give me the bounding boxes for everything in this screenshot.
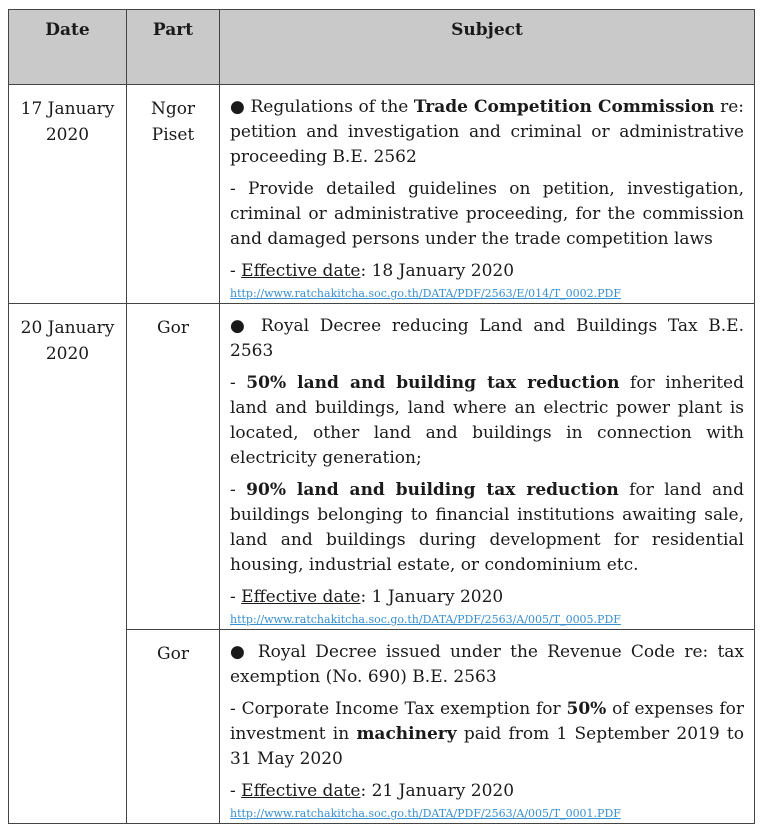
detail-text: of expenses for investment in (230, 699, 744, 744)
effective-prefix: - (230, 781, 242, 801)
effective-value: : 18 January 2020 (360, 261, 515, 281)
header-row (9, 10, 755, 85)
header-date: Date (9, 10, 127, 85)
part-line: Gor (157, 644, 189, 664)
part-line: Piset (151, 125, 195, 145)
detail-text: for inherited land and buildings, land where an electric power plant is located, other land and buildings in connection with electricity generation; (230, 373, 744, 468)
effective-value: : 21 January 2020 (360, 781, 515, 801)
date-line: 20 January (20, 318, 115, 338)
table-row (9, 304, 755, 630)
effective-label: Effective date (241, 587, 361, 607)
detail-text: for land and buildings belonging to financial institutions awaiting sale, land and buildings during development for residential housing, industrial estate, or condominium etc. (230, 480, 745, 575)
detail-text: - (230, 480, 247, 500)
part-cell (127, 304, 220, 630)
title-bold: Trade Competition Commission (413, 97, 715, 117)
detail-text: - (230, 373, 247, 393)
effective-value: : 1 January 2020 (360, 587, 504, 607)
effective-label: Effective date (241, 261, 361, 281)
subject-title (230, 95, 744, 170)
effective-prefix: - (230, 261, 242, 281)
date-cell (9, 85, 127, 304)
effective-prefix: - (230, 587, 242, 607)
subject-title: ● Royal Decree reducing Land and Buildings Tax B.E. 2563 (230, 316, 744, 361)
part-line: Gor (157, 318, 189, 338)
detail-text: - Corporate Income Tax exemption for (230, 699, 567, 719)
subject-cell (220, 304, 755, 630)
subject-detail: - Provide detailed guidelines on petition, investigation, criminal or administrative proceeding, for the commission and damaged persons under the trade competition laws (230, 179, 744, 249)
part-cell (127, 85, 220, 304)
detail-bold: 50% (566, 699, 607, 719)
subject-detail (230, 371, 744, 471)
date-cell (9, 304, 127, 824)
effective-date (230, 585, 744, 610)
regulations-table (8, 9, 755, 824)
subject-cell (220, 85, 755, 304)
effective-date (230, 259, 744, 284)
part-line: Ngor (150, 99, 196, 119)
effective-label: Effective date (241, 781, 361, 801)
detail-text: paid from 1 September 2019 to 31 May 2020 (230, 724, 744, 769)
header-part: Part (127, 10, 220, 85)
title-text: re: petition and investigation and criminal or administrative proceeding B.E. 2562 (230, 97, 744, 167)
detail-bold: 50% land and building tax reduction (246, 373, 620, 393)
subject-detail (230, 697, 744, 772)
detail-bold: 90% land and building tax reduction (246, 480, 619, 500)
date-line: 17 January (20, 99, 115, 119)
date-line: 2020 (45, 125, 90, 145)
subject-title: ● Royal Decree issued under the Revenue Code re: tax exemption (No. 690) B.E. 2563 (230, 642, 744, 687)
subject-cell (220, 630, 755, 824)
source-link[interactable]: http://www.ratchakitcha.soc.go.th/DATA/PDF/2563/A/005/T_0005.PDF (230, 613, 621, 626)
part-cell (127, 630, 220, 824)
date-line: 2020 (45, 344, 90, 364)
detail-bold: machinery (356, 724, 457, 744)
source-link[interactable]: http://www.ratchakitcha.soc.go.th/DATA/PDF/2563/A/005/T_0001.PDF (230, 807, 621, 820)
title-text: ● Regulations of the (230, 97, 414, 117)
table-row (9, 85, 755, 304)
header-subject: Subject (220, 10, 755, 85)
effective-date (230, 779, 744, 804)
subject-detail (230, 478, 744, 578)
source-link[interactable]: http://www.ratchakitcha.soc.go.th/DATA/PDF/2563/E/014/T_0002.PDF (230, 287, 621, 300)
